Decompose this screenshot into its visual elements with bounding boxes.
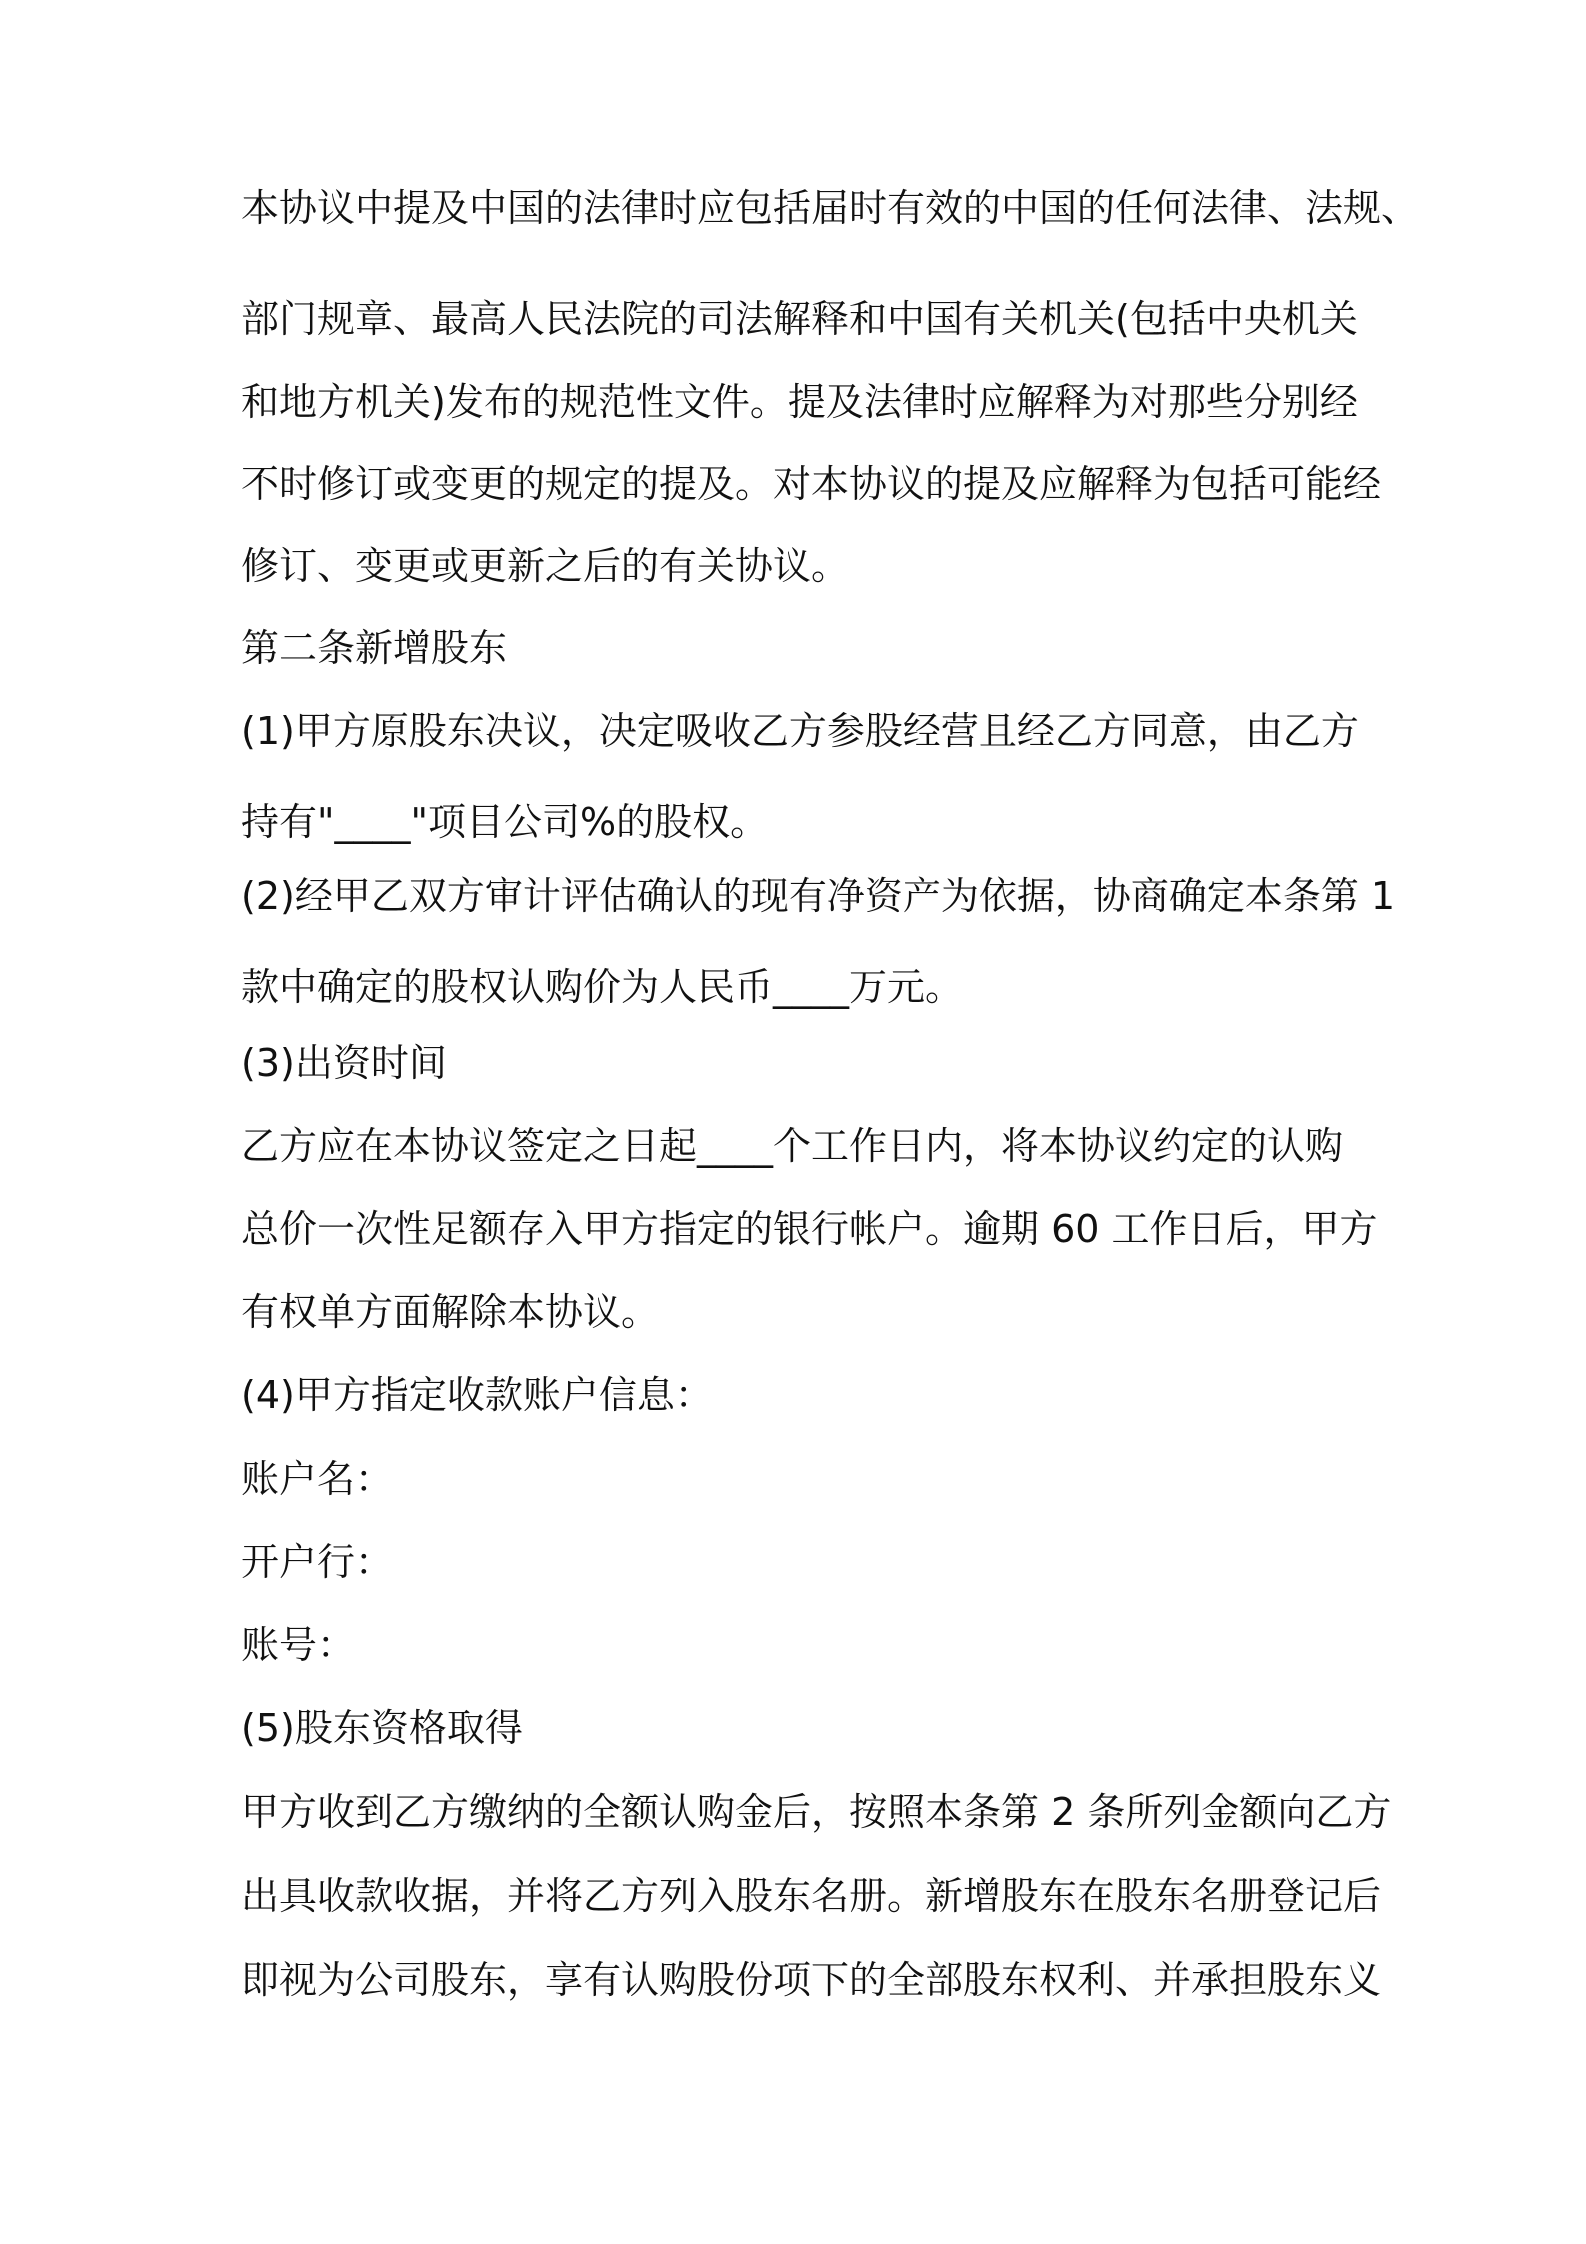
form-label-account-number: 账号： <box>241 1623 356 1667</box>
paragraph-line: 乙方应在本协议签定之日起____个工作日内，将本协议约定的认购 <box>241 1124 1344 1168</box>
paragraph-line: 不时修订或变更的规定的提及。对本协议的提及应解释为包括可能经 <box>241 462 1382 506</box>
paragraph-line: 本协议中提及中国的法律时应包括届时有效的中国的任何法律、法规、 <box>241 186 1420 230</box>
paragraph-line: 即视为公司股东，享有认购股份项下的全部股东权利、并承担股东义 <box>241 1958 1382 2002</box>
form-label-account-name: 账户名： <box>241 1457 394 1501</box>
paragraph-line: (1)甲方原股东决议，决定吸收乙方参股经营且经乙方同意，由乙方 <box>241 709 1359 753</box>
paragraph-line: 总价一次性足额存入甲方指定的银行帐户。逾期 60 工作日后，甲方 <box>241 1207 1378 1251</box>
paragraph-line: 和地方机关)发布的规范性文件。提及法律时应解释为对那些分别经 <box>241 380 1358 424</box>
subsection-heading: (5)股东资格取得 <box>241 1706 523 1750</box>
form-label-bank: 开户行： <box>241 1540 394 1584</box>
paragraph-line: 有权单方面解除本协议。 <box>241 1290 660 1334</box>
paragraph-line: 出具收款收据，并将乙方列入股东名册。新增股东在股东名册登记后 <box>241 1874 1382 1918</box>
paragraph-line: 甲方收到乙方缴纳的全额认购金后，按照本条第 2 条所列金额向乙方 <box>241 1790 1392 1834</box>
section-heading: 第二条新增股东 <box>241 626 508 670</box>
paragraph-line: 部门规章、最高人民法院的司法解释和中国有关机关(包括中央机关 <box>241 297 1358 341</box>
paragraph-line: 修订、变更或更新之后的有关协议。 <box>241 544 850 588</box>
paragraph-line: (2)经甲乙双方审计评估确认的现有净资产为依据，协商确定本条第 1 <box>241 874 1396 918</box>
subsection-heading: (3)出资时间 <box>241 1041 447 1085</box>
paragraph-line: 款中确定的股权认购价为人民币____万元。 <box>241 965 964 1009</box>
paragraph-line: 持有"____"项目公司%的股权。 <box>241 800 769 844</box>
subsection-heading: (4)甲方指定收款账户信息： <box>241 1373 713 1417</box>
